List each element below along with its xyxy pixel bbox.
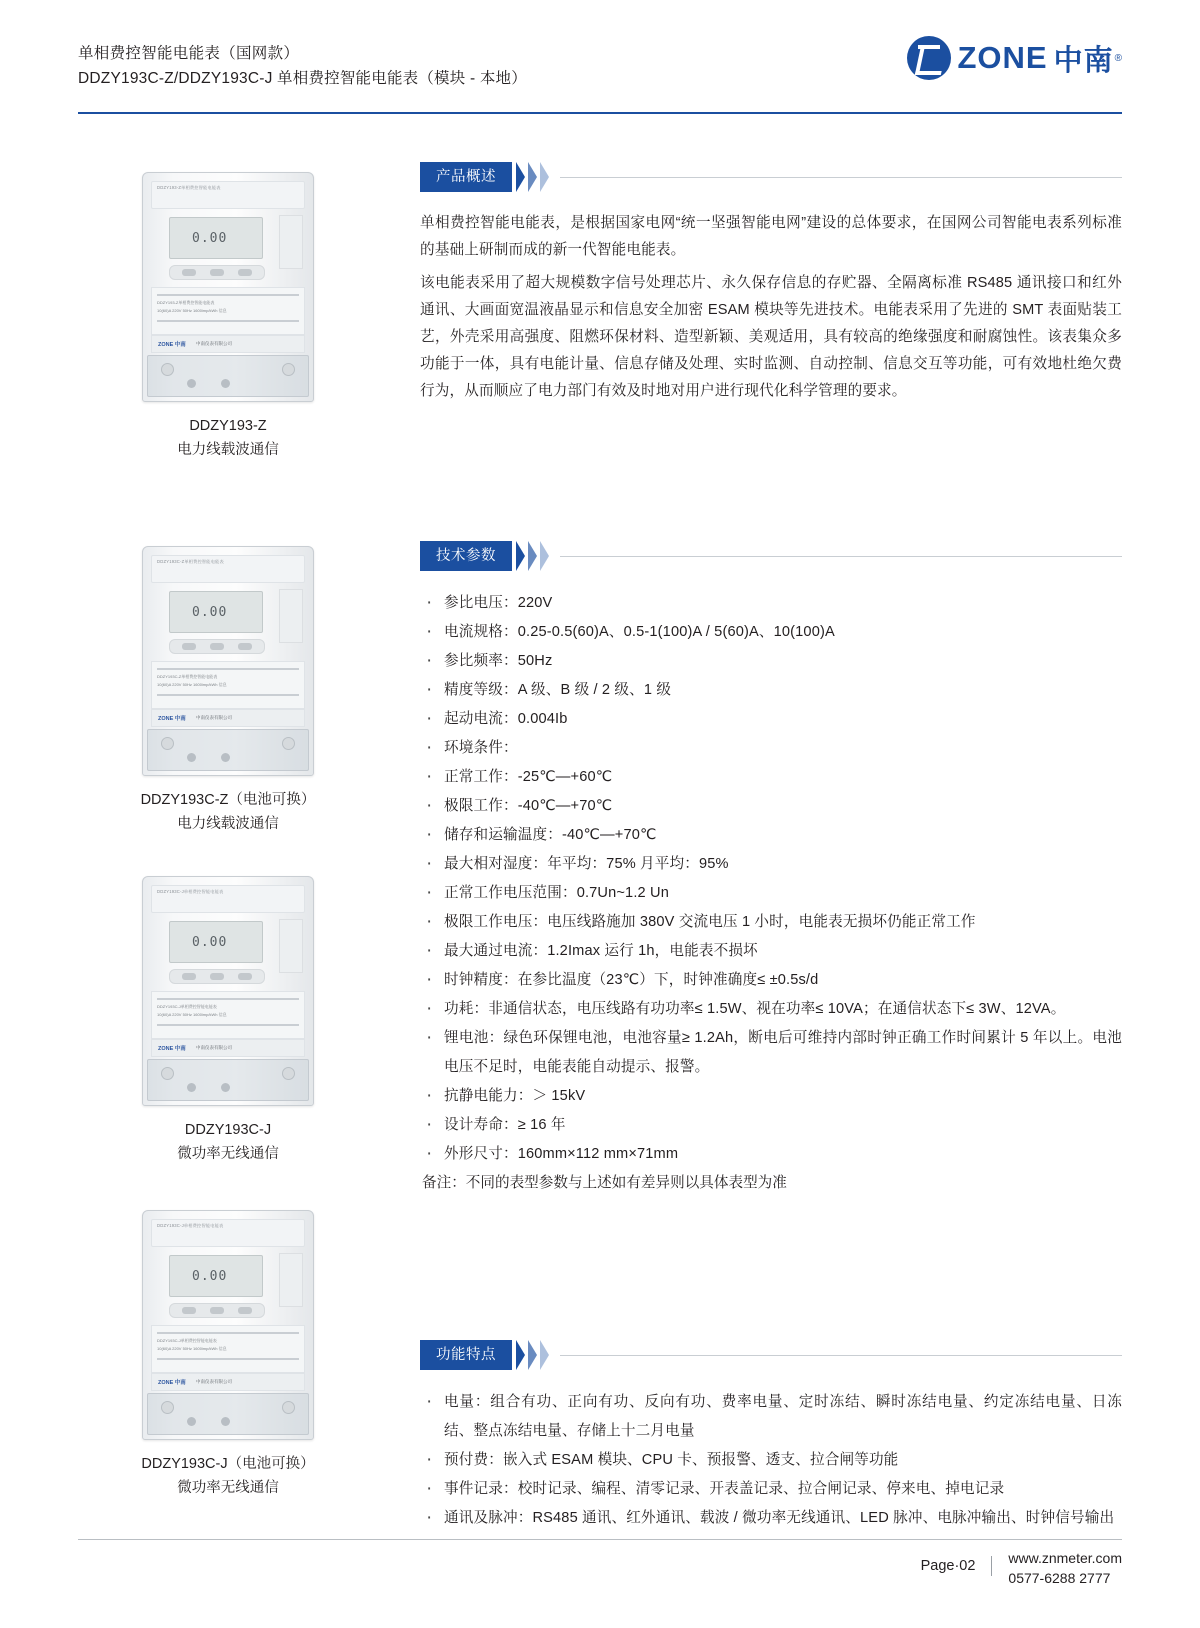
meter-brand-sub: 中南仪表有限公司 [196, 1378, 232, 1384]
list-item: · 起动电流：0.004Ib [420, 705, 1122, 734]
meter-lcd-value: 0.00 [192, 1269, 228, 1284]
meter-plate-ratings: 10(60)A 220V 50Hz 1600imp/kWh 信息 [157, 308, 227, 313]
list-item: · 事件记录：校时记录、编程、清零记录、开表盖记录、拉合闸记录、停来电、掉电记录 [420, 1475, 1122, 1504]
meter-top-label: DDZY193-Z单相费控智能电能表 [157, 185, 221, 190]
section-title-features: 功能特点 [420, 1340, 512, 1370]
meter-brand-sub: 中南仪表有限公司 [196, 340, 232, 346]
meter-brand-sub: 中南仪表有限公司 [196, 714, 232, 720]
text-column [378, 162, 1122, 1539]
meter-brand-sub: 中南仪表有限公司 [196, 1044, 232, 1050]
meter-illustration-2 [142, 546, 314, 776]
list-item: · 功耗：非通信状态，电压线路有功功率≤ 1.5W、视在功率≤ 10VA；在通信状态下≤ 3W、12VA。 [420, 995, 1122, 1024]
section-title-specs: 技术参数 [420, 541, 512, 571]
meter-plate-model: DDZY193C-J单相费控智能电能表 [157, 1004, 217, 1009]
list-item: · 通讯及脉冲：RS485 通讯、红外通讯、载波 / 微功率无线通讯、LED 脉冲、电脉冲输出、时钟信号输出 [420, 1504, 1122, 1533]
meter-plate-ratings: 10(60)A 220V 50Hz 1600imp/kWh 信息 [157, 682, 227, 687]
page-footer [78, 1539, 1122, 1588]
product-caption-line1: DDZY193C-J [184, 1122, 272, 1138]
list-item: · 电流规格：0.25-0.5(60)A、0.5-1(100)A / 5(60)A、10(100)A [420, 618, 1122, 647]
meter-lcd-value: 0.00 [192, 935, 228, 950]
section-header [420, 1340, 1122, 1370]
header-titles [78, 42, 527, 92]
product-caption-line2: 电力线载波通信 [177, 816, 279, 832]
meter-brand: ZONE 中南 [158, 342, 186, 348]
product-caption-line1: DDZY193C-Z（电池可换） [140, 792, 316, 808]
meter-illustration-1 [142, 172, 314, 402]
chevron-arrows-icon [516, 541, 552, 571]
product-figure [78, 1210, 378, 1500]
list-item: · 预付费：嵌入式 ESAM 模块、CPU 卡、预报警、透支、拉合闸等功能 [420, 1446, 1122, 1475]
list-item: · 锂电池：绿色环保锂电池，电池容量≥ 1.2Ah，断电后可维持内部时钟正确工作时间累计 5 年以上。电池电压不足时，电能表能自动提示、报警。 [420, 1024, 1122, 1082]
logo-chinese-text: 中南 [1053, 44, 1114, 77]
section-rule [560, 1355, 1122, 1356]
section-header [420, 541, 1122, 571]
list-item: · 设计寿命：≥ 16 年 [420, 1111, 1122, 1140]
meter-plate-model: DDZY193C-Z单相费控智能电能表 [157, 674, 218, 679]
list-item: · 参比频率：50Hz [420, 647, 1122, 676]
list-item: · 最大通过电流：1.2Imax 运行 1h，电能表不损坏 [420, 937, 1122, 966]
list-item: · 最大相对湿度：年平均：75% 月平均：95% [420, 850, 1122, 879]
meter-illustration-4 [142, 1210, 314, 1440]
list-item: · 外形尺寸：160mm×112 mm×71mm [420, 1140, 1122, 1169]
section-specs [420, 541, 1122, 1198]
section-overview [420, 162, 1122, 405]
zone-logo-icon [907, 36, 951, 80]
meter-brand: ZONE 中南 [158, 716, 186, 722]
page-subtitle: DDZY193C-Z/DDZY193C-J 单相费控智能电能表（模块 - 本地） [78, 70, 527, 87]
meter-top-label: DDZY193C-J单相费控智能电能表 [157, 1223, 224, 1228]
meter-plate-ratings: 10(60)A 220V 50Hz 1600imp/kWh 信息 [157, 1012, 227, 1017]
page-header [78, 0, 1122, 112]
meter-illustration-3 [142, 876, 314, 1106]
feature-list [420, 1388, 1122, 1533]
product-caption-line2: 微功率无线通信 [177, 1480, 279, 1496]
product-figure [78, 172, 378, 462]
footer-website: www.znmeter.com [1008, 1550, 1122, 1566]
section-title-overview: 产品概述 [420, 162, 512, 192]
meter-lcd-value: 0.00 [192, 231, 228, 246]
chevron-arrows-icon [516, 162, 552, 192]
product-image-column [78, 162, 378, 1539]
meter-lcd-value: 0.00 [192, 605, 228, 620]
overview-paragraph-2: 该电能表采用了超大规模数字信号处理芯片、永久保存信息的存贮器、全隔离标准 RS485 通讯接口和红外通讯、大画面宽温液晶显示和信息安全加密 ESAM 模块等先进技术。电能表采用了先进的 SMT 表面贴装工艺，外壳采用高强度、阻燃环保材料、造型新颖、美观适用，具有较高的绝缘强度和耐腐蚀性。该表集众多功能于一体，具有电能计量、信息存储及处理、实时监测、自动控制、信息交互等功能，可有效地杜绝欠费行为，从而顺应了电力部门有效及时地对用户进行现代化科学管理的要求。 [420, 275, 1122, 399]
product-caption-line2: 微功率无线通信 [177, 1146, 279, 1162]
list-item: · 精度等级：A 级、B 级 / 2 级、1 级 [420, 676, 1122, 705]
overview-paragraph-1: 单相费控智能电能表，是根据国家电网“统一坚强智能电网”建设的总体要求，在国网公司智能电表系列标准的基础上研制而成的新一代智能电能表。 [420, 215, 1122, 258]
list-item: · 极限工作电压：电压线路施加 380V 交流电压 1 小时，电能表无损坏仍能正常工作 [420, 908, 1122, 937]
list-item: · 抗静电能力：＞ 15kV [420, 1082, 1122, 1111]
page-content [78, 162, 1122, 1539]
list-item: · 极限工作：-40℃—+70℃ [420, 792, 1122, 821]
meter-brand: ZONE 中南 [158, 1380, 186, 1386]
meter-plate-model: DDZY193-Z单相费控智能电能表 [157, 300, 215, 305]
section-features [420, 1340, 1122, 1533]
list-item: · 正常工作：-25℃—+60℃ [420, 763, 1122, 792]
registered-mark-icon: ® [1114, 52, 1122, 64]
section-rule [560, 556, 1122, 557]
product-caption-line1: DDZY193-Z [189, 418, 267, 434]
meter-brand: ZONE 中南 [158, 1046, 186, 1052]
page-title: 单相费控智能电能表（国网款） [78, 45, 300, 62]
meter-plate-model: DDZY193C-J单相费控智能电能表 [157, 1338, 217, 1343]
list-item: · 正常工作电压范围：0.7Un~1.2 Un [420, 879, 1122, 908]
chevron-arrows-icon [516, 1340, 552, 1370]
footer-phone: 0577-6288 2777 [1008, 1570, 1111, 1586]
list-item: · 环境条件： [420, 734, 1122, 763]
specs-note: 备注：不同的表型参数与上述如有差异则以具体表型为准 [422, 1175, 787, 1191]
spec-list [420, 589, 1122, 1169]
company-logo [907, 36, 1122, 80]
list-item: · 储存和运输温度：-40℃—+70℃ [420, 821, 1122, 850]
meter-top-label: DDZY193C-J单相费控智能电能表 [157, 889, 224, 894]
meter-plate-ratings: 10(60)A 220V 50Hz 1600imp/kWh 信息 [157, 1346, 227, 1351]
header-divider [78, 112, 1122, 114]
product-figure [78, 876, 378, 1166]
product-caption-line1: DDZY193C-J（电池可换） [141, 1456, 315, 1472]
page-number: Page·02 [921, 1556, 993, 1576]
product-figure [78, 546, 378, 836]
meter-top-label: DDZY193C-Z单相费控智能电能表 [157, 559, 224, 564]
product-caption-line2: 电力线载波通信 [177, 442, 279, 458]
logo-zone-text: ZONE [957, 40, 1048, 75]
list-item: · 时钟精度：在参比温度（23℃）下，时钟准确度≤ ±0.5s/d [420, 966, 1122, 995]
list-item: · 参比电压：220V [420, 589, 1122, 618]
section-header [420, 162, 1122, 192]
list-item: · 电量：组合有功、正向有功、反向有功、费率电量、定时冻结、瞬时冻结电量、约定冻结电量、日冻结、整点冻结电量、存储上十二月电量 [420, 1388, 1122, 1446]
section-rule [560, 177, 1122, 178]
footer-contact [992, 1548, 1122, 1588]
footer-divider [78, 1539, 1122, 1540]
